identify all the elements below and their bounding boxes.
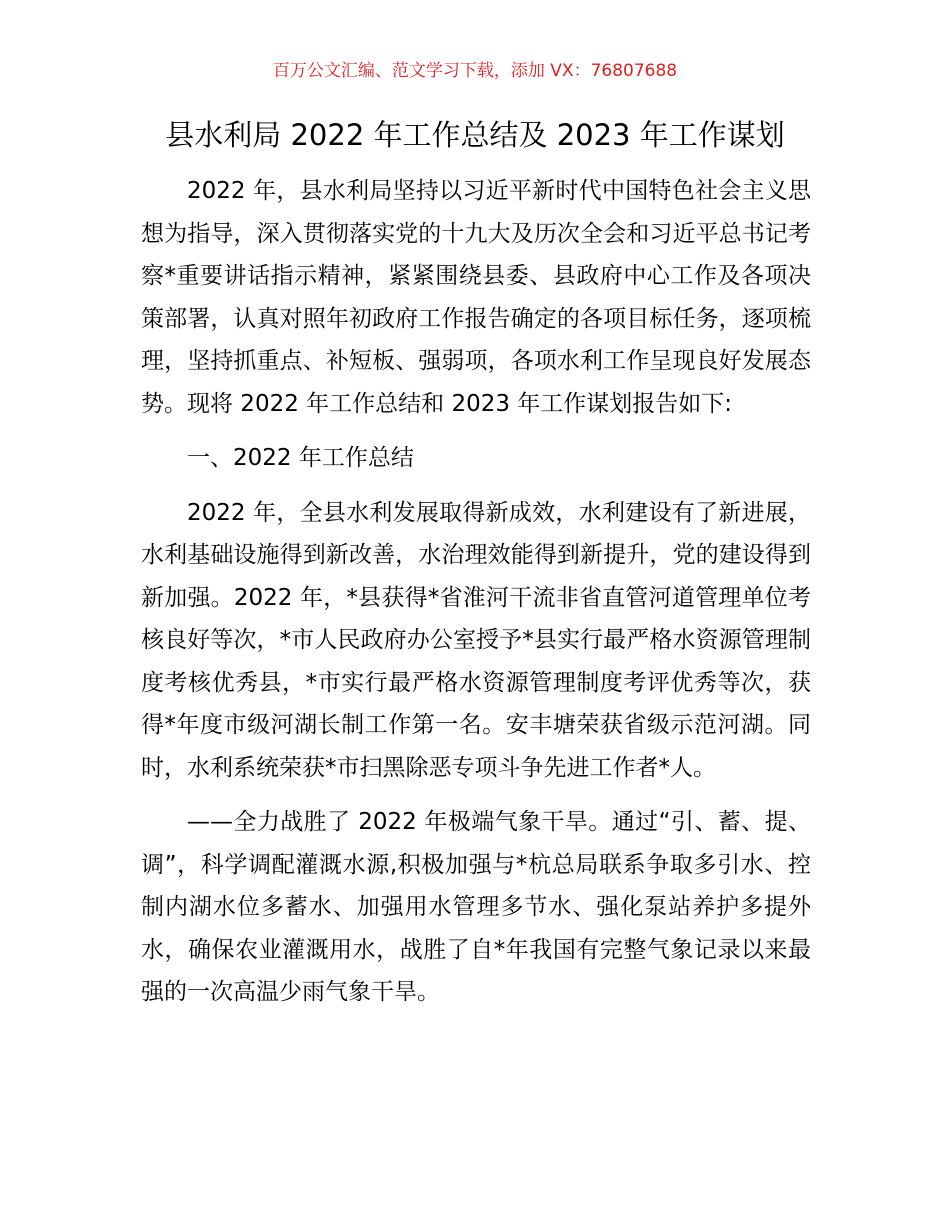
intro-paragraph: 2022 年，县水利局坚持以习近平新时代中国特色社会主义思想为指导，深入贯彻落实党的十九大及历次全会和习近平总书记考察*重要讲话指示精神，紧紧围绕县委、县政府中心工作及各项决策部署，认真对照年初政府工作报告确定的各项目标任务，逐项梳理，坚持抓重点、补短板、强弱项，各项水利工作呈现良好发展态势。现将 2022 年工作总结和 2023 年工作谋划报告如下: xyxy=(141,178,811,417)
document-title: 县水利局 2022 年工作总结及 2023 年工作谋划 xyxy=(165,118,785,152)
section-heading: 一、2022 年工作总结 xyxy=(187,445,414,471)
watermark-banner: 百万公文汇编、范文学习下载，添加 VX：76807688 xyxy=(272,61,678,81)
drought-paragraph: ——全力战胜了 2022 年极端气象干旱。通过“引、蓄、提、调”，科学调配灌溉水源,积极加强与*杭总局联系争取多引水、控制内湖水位多蓄水、加强用水管理多节水、强化泵站养护多提外水，确保农业灌溉用水，战胜了自*年我国有完整气象记录以来最强的一次高温少雨气象干旱。 xyxy=(141,809,811,1005)
document-body xyxy=(141,170,811,1014)
summary-paragraph: 2022 年，全县水利发展取得新成效，水利建设有了新进展，水利基础设施得到新改善，水治理效能得到新提升，党的建设得到新加强。2022 年，*县获得*省淮河干流非省直管河道管理单位考核良好等次，*市人民政府办公室授予*县实行最严格水资源管理制度考核优秀县，*市实行最严格水资源管理制度考评优秀等次，获得*年度市级河湖长制工作第一名。安丰塘荣获省级示范河湖。同时，水利系统荣获*市扫黑除恶专项斗争先进工作者*人。 xyxy=(141,499,811,781)
